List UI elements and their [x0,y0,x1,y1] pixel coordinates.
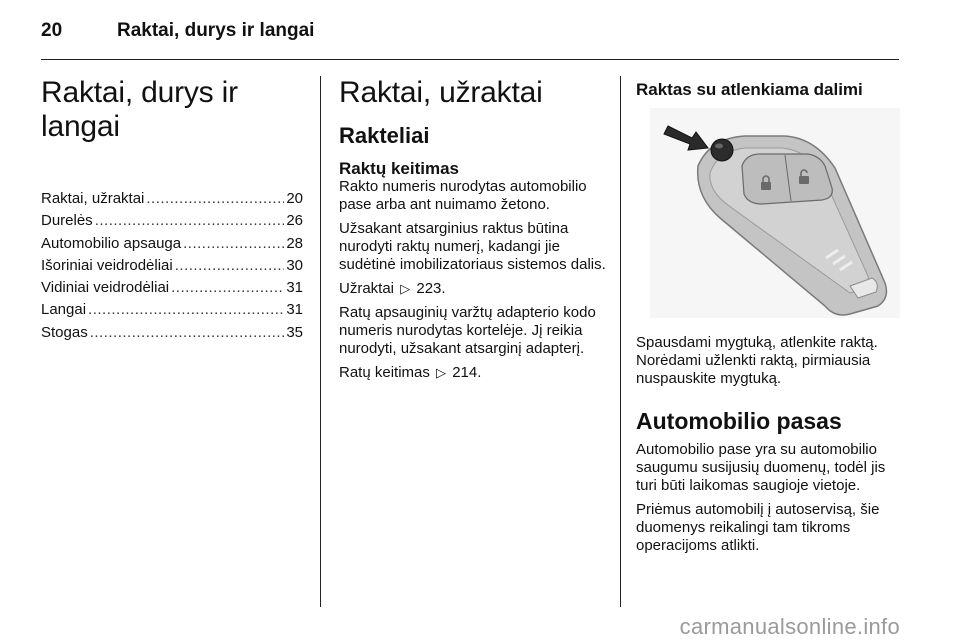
column-divider-right [620,76,621,607]
arrow-ref-icon: ▷ [400,281,411,296]
paragraph: Ratų apsauginių varžtų adapterio kodo numeris nurodytas kortelėje. Jį reikia nurodyti, užsakant atsarginį adapterį. [339,304,596,357]
toc-leader [90,322,285,344]
reference-page: 223. [416,280,446,297]
toc-label: Automobilio apsauga [41,234,182,252]
arrow-ref-icon: ▷ [436,365,447,380]
watermark: carmanualsonline.info [679,614,900,639]
toc-label: Išoriniai veidrodėliai [41,256,173,274]
cross-reference[interactable] [339,280,607,298]
release-button [711,139,733,161]
toc-leader [175,255,285,277]
toc-item[interactable] [41,210,303,232]
column-divider-left [320,76,321,607]
toc-item[interactable] [41,255,303,277]
running-title: Raktai, durys ir langai [117,20,315,41]
toc-item[interactable] [41,299,303,321]
toc-item[interactable] [41,277,303,299]
toc-label: Durelės [41,212,93,230]
header-rule [41,59,899,60]
button-pad [742,154,832,204]
toc-leader [146,188,284,210]
table-of-contents [41,188,303,344]
toc-page: 31 [286,301,303,319]
right-column-body [636,334,902,555]
toc-page: 31 [286,279,303,297]
flip-key-illustration [650,108,900,318]
toc-item[interactable] [41,322,303,344]
section-title: Automobilio pasas [636,408,842,434]
toc-page: 35 [286,323,303,341]
paragraph: Rakto numeris nurodytas automobilio pase arba ant nuimamo žetono. [339,178,587,213]
toc-label: Stogas [41,323,88,341]
toc-label: Langai [41,301,87,319]
reference-label: Užraktai [339,280,395,297]
toc-leader [183,233,284,255]
toc-item[interactable] [41,188,303,210]
paragraph: Spausdami mygtuką, atlenkite raktą. Norėdami užlenkti raktą, pirmiausia nuspauskite mygtuką. [636,334,878,387]
topic-title: Raktas su atlenkiama dalimi [636,80,863,99]
section-title: Raktai, užraktai [339,76,543,109]
release-button-highlight [715,144,723,149]
paragraph: Automobilio pase yra su automobilio saugumu susijusių duomenų, todėl jis turi būti laikomas saugioje vietoje. [636,441,886,494]
paragraph: Priėmus automobilį į autoservisą, šie duomenys reikalingi tam tikroms operacijoms atlikti. [636,501,880,554]
toc-leader [171,277,284,299]
topic-title: Raktų keitimas [339,159,459,178]
page-number: 20 [41,20,63,41]
toc-page: 28 [286,234,303,252]
toc-leader [88,299,284,321]
paragraph: Užsakant atsarginius raktus būtina nurodyti raktų numerį, kadangi jie sudėtinė imobilizatoriaus sistemos dalis. [339,220,606,273]
toc-page: 26 [286,212,303,230]
left-column [41,76,303,344]
middle-column [339,76,607,382]
toc-page: 30 [286,256,303,274]
toc-label: Vidiniai veidrodėliai [41,279,170,297]
toc-page: 20 [286,190,303,207]
reference-page: 214. [452,364,482,381]
right-column [636,80,902,100]
cross-reference[interactable] [339,364,607,382]
chapter-title: Raktai, durys ir langai [41,76,238,143]
toc-label: Raktai, užraktai [41,190,145,207]
toc-item[interactable] [41,233,303,255]
reference-label: Ratų keitimas [339,364,430,381]
subsection-title: Rakteliai [339,123,430,148]
toc-leader [95,210,285,232]
